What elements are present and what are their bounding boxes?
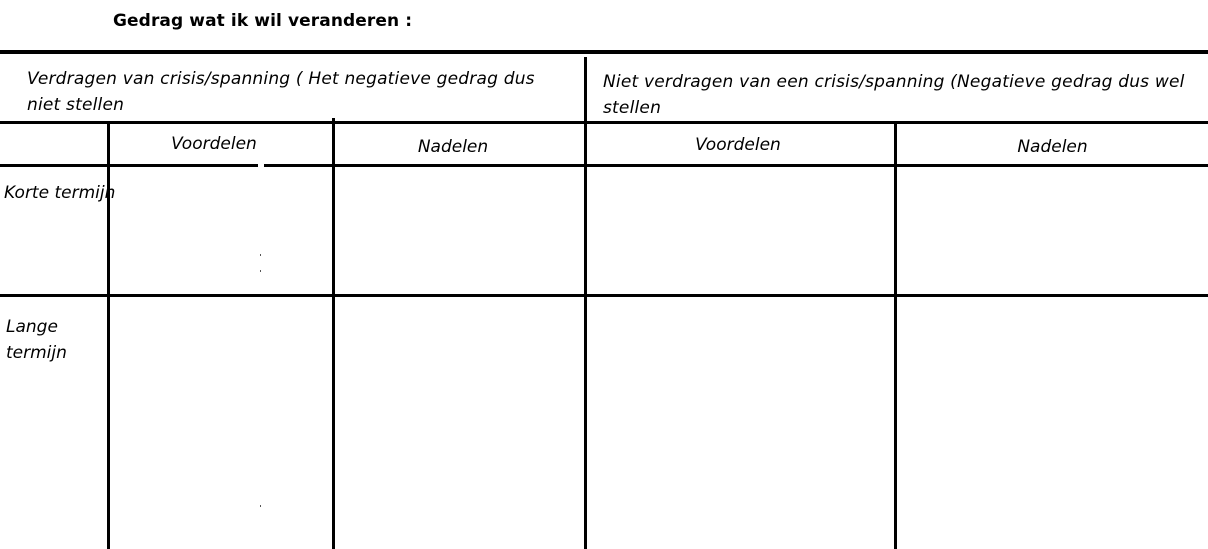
row-divider: [0, 294, 1208, 297]
stray-mark: [260, 270, 261, 272]
section-divider: [584, 57, 587, 549]
stray-mark: [260, 254, 261, 256]
right-voordelen-nadelen-divider: [894, 122, 897, 549]
row-label-korte-termijn: Korte termijn: [4, 183, 116, 203]
page-title: Gedrag wat ik wil veranderen :: [113, 11, 413, 31]
left-voordelen-nadelen-divider: [332, 118, 335, 549]
column-header-right-voordelen: Voordelen: [695, 135, 781, 155]
column-header-divider: [0, 164, 1208, 167]
row-label-lange-termijn: Lange termijn: [6, 317, 67, 363]
section-header-divider: [0, 121, 1208, 124]
stray-mark: [260, 505, 261, 507]
top-border: [0, 50, 1208, 54]
section-header-left: Verdragen van crisis/spanning ( Het negatieve gedrag dus niet stellen: [27, 69, 535, 115]
header-line-gap: [258, 164, 264, 167]
column-header-left-voordelen: Voordelen: [171, 134, 257, 154]
column-header-right-nadelen: Nadelen: [1017, 137, 1088, 157]
section-header-right: Niet verdragen van een crisis/spanning (Negatieve gedrag dus wel stellen: [603, 72, 1185, 118]
column-header-left-nadelen: Nadelen: [417, 137, 489, 157]
